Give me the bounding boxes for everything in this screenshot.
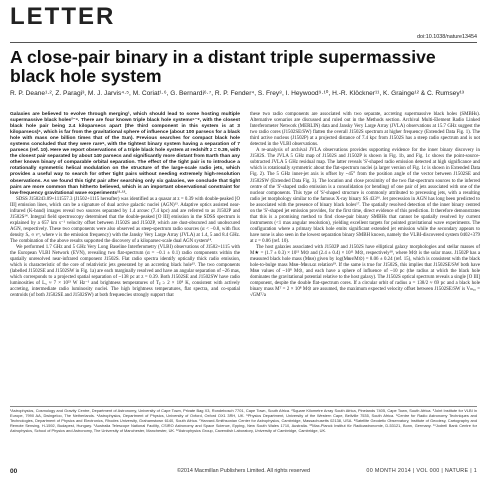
header-rule	[10, 42, 477, 43]
body-paragraph: A re-analysis of archival JVLA observations provides supporting evidence for the inner binary discovery in J1502S. The JVLA 5 GHz map of J1502S and J1502P is shown in Fig. 1b, and Fig. 1c shows the point-source-subtracted JVLA 5 GHz residual map. The latter reveals 'S'-shaped radio emission detected at high significance and which is rotationally symmetric about the flat-spectrum nuclei (a larger version of Fig. 1c is shown in Extended Data Fig. 2). The 5 GHz inner-jet axis is offset by ~45° from the position angle of the vector between J1502SE and J1502SW (Extended Data Fig. 3). The location and close proximity of the two flat-spectrum sources to the inferred centre of the 'S'-shaped radio emission is a consolidation (or bending) of one pair of jets associated with one of the nuclear components. This type of 'S'-shaped structure is commonly attributed to precessing jets, with a resulting radio jet morphology similar to the famous X-ray binary SS 433¹⁶. Jet precession in AGN has long been predicted to be associated with the presence of binary black holes¹⁷. The spatially resolved detection of the inner binary centred on the 'S'-shaped jet emission provides, for the first time, direct evidence of this prediction. It therefore demonstrates that this is a promising method to find close-pair binary SMBHs that cannot be spatially resolved by current instruments (<1 mas angular resolution), yielding excellent targets for pointed gravitational wave experiments. The configuration where a primary black hole emits significant extended jet emission while the secondary appears to have none is also seen in the lowest separation binary SMBH known, namely the VLBI-discovered system 0402+379 at z = 0.06 (ref. 10).	[250, 148, 480, 244]
copyright-notice: ©2014 Macmillan Publishers Limited. All rights reserved	[176, 468, 311, 474]
page-number: 00	[10, 468, 18, 475]
article-title: A close-pair binary in a distant triple supermassive black hole system	[10, 47, 436, 86]
journal-reference: 00 MONTH 2014 | VOL 000 | NATURE | 1	[366, 468, 477, 474]
abstract: Galaxies are believed to evolve through merging¹, which should lead to some hosting multiple supermassive black holes²⁻⁴. There are four known triple black hole systems⁵⁻⁸, with the closest black hole pair being 2.4 kiloparsecs apart (the third component in this system is at 3 kiloparsecs)⁵, which is far from the gravitational sphere of influence (about 100 parsecs for a black hole with mass one billion times that of the Sun). Previous searches for compact black hole systems concluded that they were rare⁹, with the tightest binary system having a separation of 7 parsecs (ref. 10). Here we report observations of a triple black hole system at redshift z = 0.39, with the closest pair separated by about 140 parsecs and significantly more distant from Earth than any other known binary of comparable orbital separation. The effect of the tight pair is to introduce a rotationally symmetric helical modulation on the structure of the large-scale radio jets, which provides a useful way to search for other tight pairs without needing extremely high-resolution observations. As we found this tight pair after searching only six galaxies, we conclude that tight pairs are more common than hitherto believed, which is an important observational constraint for low-frequency gravitational wave experiments¹¹·¹².	[10, 112, 240, 196]
affiliations-rule	[10, 406, 477, 407]
section-label: LETTER	[10, 3, 116, 30]
body-paragraph: The host galaxies associated with J1502P and J1502S have elliptical galaxy morphologies and stellar masses of M★ = (1.7 ± 0.3) × 10¹¹ M⊙ and (2.4 ± 0.4) × 10¹¹ M⊙, respectively¹⁸, where M⊙ is the solar mass. J1502P has a measured black hole mass (Mʙʜ) given by log(Mʙʜ/M⊙) = 8.06 ± 0.24 (ref. 15), which is consistent with the black hole-to-bulge mass Mʙʜ–Mʙᴜʟɢᴇ relation¹⁹. If the same is true for J1502S, this implies that J1502SE/SW both have Mʙʜ values of ~10⁸ M⊙, and each have a sphere of influence of ~10 pc (the radius at which the black hole dominates the gravitational potential relative to the host galaxy). The J1502S optical spectrum reveals a single [O III] component, despite the double flat-spectrum cores. If a circular orbit of radius a = 138/2 ≈ 69 pc and a black hole binary mass Mᵀ = 2 × 10⁸ M⊙ are assumed, the maximum expected velocity offset between J1502SE/SW is Vₘₐₓ = √GMᵀ/a	[250, 245, 480, 299]
left-column	[10, 112, 240, 299]
doi-label[interactable]: doi:10.1038/nature13454	[417, 34, 477, 40]
right-column	[250, 112, 480, 299]
page-footer	[10, 466, 477, 478]
author-list: R. P. Deane¹·², Z. Paragi³, M. J. Jarvis⁴·⁵, M. Coriat¹·⁶, G. Bernardi⁶·⁷, R. P. Fender⁴, S. Frey⁸, I. Heywood⁹·¹⁰, H.-R. Klöckner¹¹, K. Grainge¹² & C. Rumsey¹³	[10, 90, 465, 97]
body-paragraph: SDSS J150243.09+111557.3 (J1502+1115 hereafter) was identified as a quasar at z = 0.39 with double-peaked [O III] emission lines, which can be a signature of dual active galactic nuclei (AGN)¹³. Adaptive optics assisted near-infrared (K-band) images reveal two sources separated by 1.4 arcsec (7.4 kpc) and are referred to as J1502P and J1502S¹⁴. Integral field spectroscopy determined that the double-peaked [O III] emission in the SDSS spectrum is explained by a 657 km s⁻¹ velocity offset between J1502S and J1502P, which are dust-obscured and unobscured AGN, respectively. These two components were also observed as steep-spectrum radio sources (α < −0.8, with flux density Sᵥ ∝ νᵅ, where ν is the emission frequency) with the Jansky Very Large Array (JVLA) at 1.4, 5 and 8.4 GHz. The combination of the above results supported the discovery of a kiloparsec-scale dual AGN system¹⁴.	[10, 196, 240, 244]
affiliations: ¹Astrophysics, Cosmology and Gravity Centre, Department of Astronomy, University of Cape Town, Private Bag X3, Rondebosch 7701, Cape Town, South Africa. ²Square Kilometre Array South Africa, Pinelands 7405, Cape Town, South Africa. ³Joint Institute for VLBI in Europe, 7990 AA, Dwingeloo, The Netherlands. ⁴Astrophysics, Department of Physics, University of Oxford, Oxford OX1 3RH, UK. ⁵Physics Department, University of the Western Cape, Bellville 7535, South Africa. ⁶Centre for Radio Astronomy Techniques and Technologies, Department of Physics and Electronics, Rhodes University, Grahamstown 6140, South Africa. ⁷Harvard-Smithsonian Center for Astrophysics, Cambridge, Massachusetts 02138, USA. ⁸Satellite Geodetic Observatory, Institute of Geodesy, Cartography and Remote Sensing, H-1592, Budapest, Hungary. ⁹Australia Telescope National Facility, CSIRO Astronomy and Space Science, Epping, New South Wales 1710, Australia. ¹⁰Max-Planck Institut für Radioastronomie, D-53121, Bonn, Germany. ¹¹Jodrell Bank Centre for Astrophysics, School of Physics and Astronomy, The University of Manchester, Manchester, UK. ¹²Astrophysics Group, Cavendish Laboratory, University of Cambridge, Cambridge, UK.	[10, 408, 477, 434]
body-paragraph: these two radio components are associated with two separate, accreting supermassive black holes (SMBHs). Alternative scenarios are discussed and ruled out in the Methods section. Archival Multi-Element Radio Linked Interferometer Network (MERLIN) data and Jansky Very Large Array (JVLA) observations at 15.7 GHz suggest the two radio cores (J1502SE/SW) flatten the overall J1502S spectrum at higher frequency (Extended Data Fig. 1). The third active nucleus (J1502P) at a projected distance of 7.4 kpc from J1502S has a steep radio spectrum and is not detected in the VLBI observations.	[250, 112, 480, 148]
body-paragraph: We performed 1.7 GHz and 5 GHz Very Long Baseline Interferometry (VLBI) observations of J1502+1115 with the European VLBI Network (EVN), revealing two flat-spectrum (α = −0.1 ± 0.1) radio components within the spatially unresolved near-infrared component J1502S. Flat radio spectra identify optically thick radio emission, which is characteristic of the core of relativistic jets generated by an accreting black hole¹⁵. The two components (labelled J1502SE and J1502SW in Fig. 1a) are each marginally resolved and have an angular separation of ~26 mas, which corresponds to a projected spatial separation of ~138 pc at z = 0.39. Both J1502SE and J1502SW have radio luminosities of L₅ ≈ 7 × 10²³ W Hz⁻¹ and brightness temperatures of Tᵦ ≥ 2 × 10⁸ K, consistent with actively accreting, intermediate radio luminosity nuclei. The high brightness temperatures, flat spectra, and co-spatial centroids (of both J1502SE and J1502SW) at both frequencies strongly support that	[10, 245, 240, 299]
